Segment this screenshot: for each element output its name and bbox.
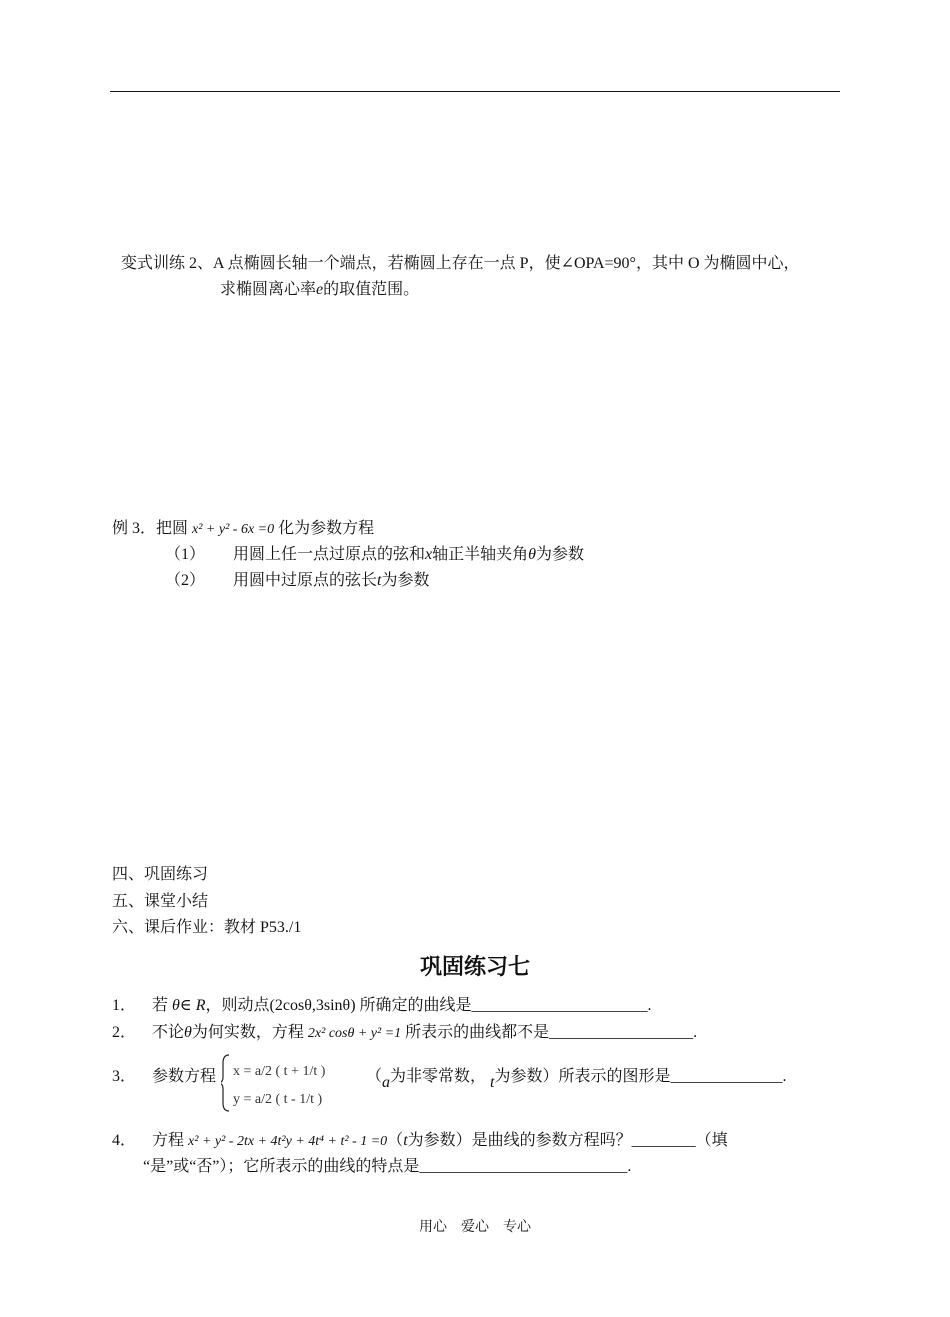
exercise-title: 巩固练习七 <box>419 955 530 980</box>
page-footer: 用心 爱心 专心 <box>419 1220 531 1235</box>
example3-item2: （2） 用圆中过原点的弦长t为参数 <box>165 572 430 589</box>
question-3-parametric-system <box>221 1053 361 1113</box>
example3-item1: （1） 用圆上任一点过原点的弦和x轴正半轴夹角θ为参数 <box>165 546 585 563</box>
system-line-1: x = a/2 ( t + 1/t ) <box>233 1064 326 1079</box>
section-4: 四、巩固练习 <box>112 866 209 883</box>
header-rule <box>110 91 840 92</box>
section-6: 六、课后作业：教材 P53./1 <box>112 919 302 936</box>
example3-equation: x² + y² - 6x =0 <box>192 522 275 537</box>
left-brace-icon <box>221 1055 229 1111</box>
question-3-text: （a为非零常数， t为参数）所表示的图形是______________. <box>366 1068 787 1091</box>
question-1: 1． 若 θ∈ R，则动点(2cosθ,3sinθ) 所确定的曲线是______________________. <box>112 997 652 1014</box>
section-5: 五、课堂小结 <box>112 893 209 910</box>
variant2-line2: 求椭圆离心率e的取值范围。 <box>220 281 420 298</box>
example3-prompt: 例 3．把圆 x² + y² - 6x =0 化为参数方程 <box>112 520 375 537</box>
question-3-label: 3． 参数方程 <box>112 1068 217 1085</box>
question-4-line2: “是”或“否”）；它所表示的曲线的特点是__________________________. <box>143 1158 632 1175</box>
system-line-2: y = a/2 ( t - 1/t ) <box>233 1092 323 1107</box>
question-4-line1: 4． 方程 x² + y² - 2tx + 4t²y + 4t⁴ + t² - 1 =0（t为参数）是曲线的参数方程吗？________（填 <box>112 1132 728 1149</box>
question-2: 2． 不论θ为何实数，方程 2x² cosθ + y² =1 所表示的曲线都不是__________________. <box>112 1024 698 1041</box>
variant2-line1: 变式训练 2、A 点椭圆长轴一个端点，若椭圆上存在一点 P，使∠OPA=90°，其中 O 为椭圆中心， <box>121 255 800 272</box>
